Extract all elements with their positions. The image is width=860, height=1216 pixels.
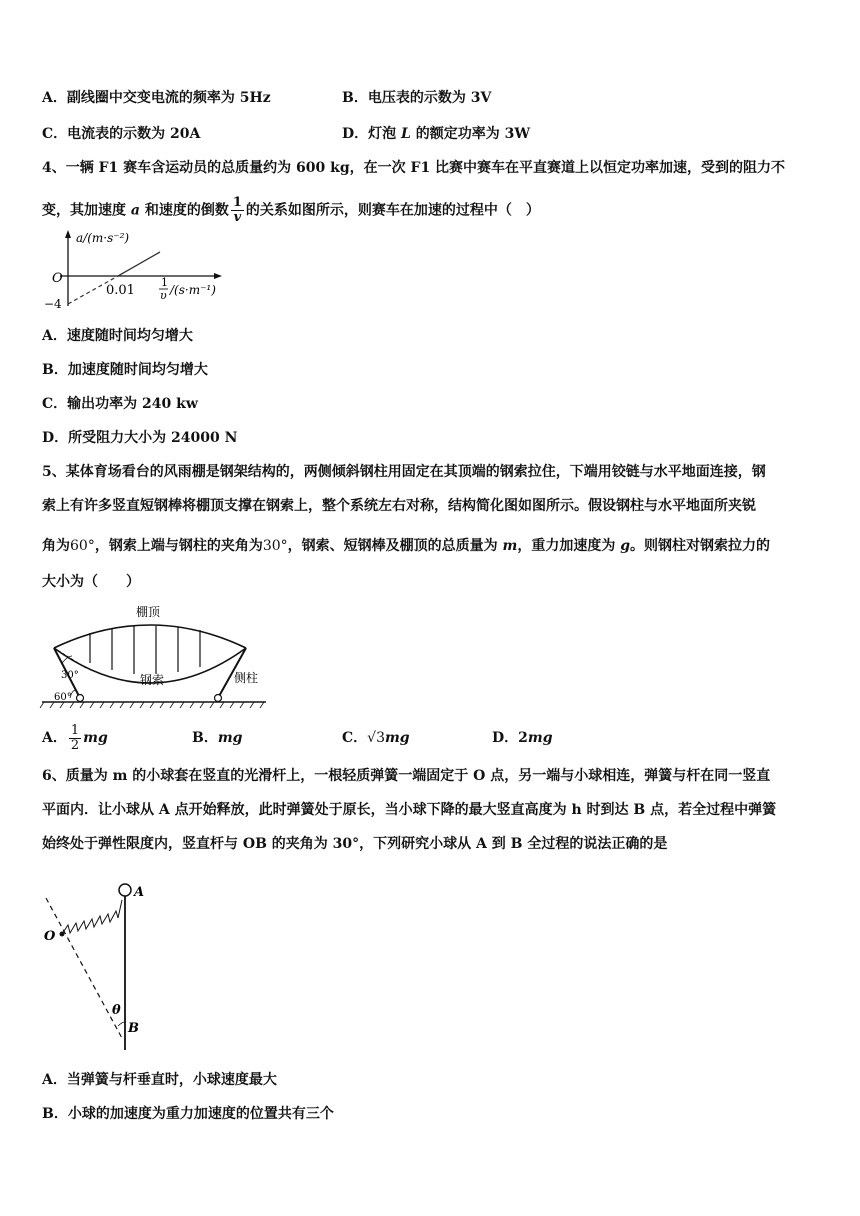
q4-option-d: D．所受阻力大小为 24000 N: [42, 430, 238, 446]
q6-stem-line1: 6、质量为 m 的小球套在竖直的光滑杆上，一根轻质弹簧一端固定于 O 点，另一端与小球相连，弹簧与杆在同一竖直: [42, 768, 771, 784]
roof-label: 棚顶: [136, 605, 161, 619]
q4-stem-line2: 变，其加速度 a 和速度的倒数 $\frac{1}{v}$ 的关系如图所示，则赛车在加速的过程中（ ）: [42, 195, 540, 225]
q4-graph: [40, 226, 240, 316]
graph-y-intercept-label: −4: [44, 297, 62, 311]
angle-30-label: 30°: [61, 670, 79, 681]
graph-solid-line: [118, 252, 160, 276]
cable-label: 钢索: [140, 673, 165, 687]
q3-option-d: D．灯泡 L 的额定功率为 3W: [342, 126, 531, 142]
q5-option-a: A． $\frac{1}{2}$ mg: [42, 722, 108, 753]
point-b-label: B: [128, 1021, 139, 1036]
graph-x-frac-num: 1: [161, 276, 168, 289]
q4-stem-line1: 4、一辆 F1 赛车含运动员的总质量约为 600 kg，在一次 F1 比赛中赛车在平直赛道上以恒定功率加速，受到的阻力不: [42, 160, 786, 176]
q6-stem-line2: 平面内．让小球从 A 点开始释放，此时弹簧处于原长，当小球下降的最大竖直高度为 h 时到达 B 点，若全过程中弹簧: [42, 802, 777, 818]
q5-stem-line1: 5、某体育场看台的风雨棚是钢架结构的，两侧倾斜钢柱用固定在其顶端的钢索拉住，下端用铰链与水平地面连接，钢: [42, 464, 766, 480]
q4-option-b: B．加速度随时间均匀增大: [42, 362, 208, 378]
q6-stem-line3: 始终处于弹性限度内，竖直杆与 OB 的夹角为 30°，下列研究小球从 A 到 B 全过程的说法正确的是: [42, 836, 668, 852]
q5-option-c: C．√3mg: [342, 730, 410, 746]
graph-x-frac-den: υ: [160, 289, 167, 302]
q3-option-a: A．副线圈中交变电流的频率为 5Hz: [42, 90, 271, 106]
q4-option-c: C．输出功率为 240 kw: [42, 396, 198, 412]
q5-stem-line2: 索上有许多竖直短钢棒将棚顶支撑在钢索上，整个系统左右对称，结构简化图如图所示。假设钢柱与水平地面所夹锐: [42, 498, 756, 514]
q6-figure: [40, 878, 160, 1058]
q6-option-b: B．小球的加速度为重力加速度的位置共有三个: [42, 1106, 334, 1122]
angle-60-label: 60°: [54, 692, 72, 703]
point-o-label: O: [44, 929, 56, 944]
graph-y-axis-label: a/(m·s⁻²): [76, 231, 130, 245]
pillar-label: 侧柱: [234, 671, 259, 685]
q4-reciprocal-fraction: $\frac{1}{v}$: [232, 195, 242, 225]
theta-label: θ: [112, 1003, 121, 1018]
point-a-label: A: [134, 885, 145, 900]
q5-stem-line4: 大小为（ ）: [42, 574, 140, 590]
q5-option-d: D．2mg: [492, 730, 553, 746]
graph-x-tick-label: 0.01: [106, 283, 135, 298]
q5-figure: [40, 606, 270, 712]
q5-stem-line3: 角为60°，钢索上端与钢柱的夹角为30°，钢索、短钢棒及棚顶的总质量为 m，重力加速度为 g。则钢柱对钢索拉力的: [42, 538, 771, 554]
q3-option-c: C．电流表的示数为 20A: [42, 126, 201, 142]
q5-option-b: B．mg: [192, 730, 243, 746]
q6-option-a: A．当弹簧与杆垂直时，小球速度最大: [42, 1072, 277, 1088]
q3-option-b: B．电压表的示数为 3V: [342, 90, 492, 106]
graph-origin-label: O: [52, 271, 63, 286]
q4-option-a: A．速度随时间均匀增大: [42, 328, 193, 344]
graph-x-axis-label: /(s·m⁻¹): [170, 283, 216, 297]
